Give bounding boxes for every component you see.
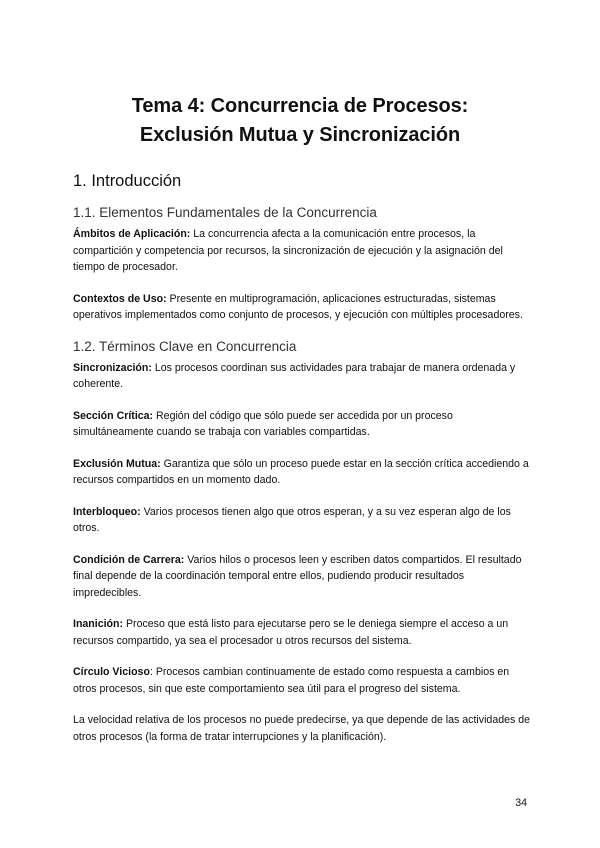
term-definition: : Procesos cambian continuamente de estado como respuesta a cambios en otros procesos, sin que este comportamiento sea útil para el progreso del sistema. <box>73 666 510 695</box>
subsection-heading-elementos: 1.1. Elementos Fundamentales de la Concurrencia <box>73 205 377 220</box>
term-label: Contextos de Uso: <box>73 292 167 305</box>
term-sincronizacion <box>73 360 533 393</box>
term-label: Sección Crítica: <box>73 409 154 422</box>
term-definition: Los procesos coordinan sus actividades para trabajar de manera ordenada y coherente. <box>73 361 516 390</box>
term-contextos-uso <box>73 291 533 324</box>
term-label: Interbloqueo: <box>73 505 141 518</box>
page-number: 34 <box>515 797 527 809</box>
page-title <box>0 92 600 150</box>
term-definition: Región del código que sólo puede ser accedida por un proceso simultáneamente cuando se trabaja con variables compartidas. <box>73 409 453 438</box>
term-label: Condición de Carrera: <box>73 553 185 566</box>
section-heading-introduccion: 1. Introducción <box>73 172 182 190</box>
term-label: Sincronización: <box>73 361 152 374</box>
title-line-1: Tema 4: Concurrencia de Procesos: <box>131 95 469 117</box>
page-content <box>73 170 533 745</box>
term-ambitos-aplicacion <box>73 226 533 276</box>
term-label: Círculo Vicioso <box>73 666 150 678</box>
term-definition: Varios procesos tienen algo que otros esperan, y a su vez esperan algo de los otros. <box>73 505 511 534</box>
term-label: Inanición: <box>73 618 124 630</box>
title-line-2: Exclusión Mutua y Sincronización <box>139 124 461 146</box>
term-interbloqueo <box>73 504 533 537</box>
term-label: Exclusión Mutua: <box>73 457 161 470</box>
term-definition: La concurrencia afecta a la comunicación entre procesos, la compartición y competencia por recursos, la sincronización de ejecución y la asignación del tiempo de procesador. <box>73 228 503 273</box>
subsection-heading-terminos: 1.2. Términos Clave en Concurrencia <box>73 338 297 354</box>
term-definition: Varios hilos o procesos leen y escriben datos compartidos. El resultado final depende de la coordinación temporal entre ellos, pudiendo producir resultados impredecibles. <box>73 553 522 599</box>
term-condicion-carrera <box>73 552 533 602</box>
term-circulo-vicioso <box>73 664 533 697</box>
term-definition: Proceso que está listo para ejecutarse pero se le deniega siempre el acceso a un recursos compartido, ya sea el procesador u otros recursos del sistema. <box>73 618 509 647</box>
term-label: Ámbitos de Aplicación: <box>73 228 191 240</box>
closing-paragraph: La velocidad relativa de los procesos no puede predecirse, ya que depende de las actividades de otros procesos (la forma de tratar interrupciones y la planificación). <box>73 714 531 743</box>
term-definition: Presente en multiprogramación, aplicaciones estructuradas, sistemas operativos implementados como conjunto de procesos, y ejecución con múltiples procesadores. <box>73 292 523 321</box>
term-inanicion <box>73 616 533 649</box>
term-seccion-critica <box>73 408 533 441</box>
term-definition: Garantiza que sólo un proceso puede estar en la sección crítica accediendo a recursos compartidos en un momento dado. <box>73 457 529 486</box>
term-exclusion-mutua <box>73 456 533 489</box>
